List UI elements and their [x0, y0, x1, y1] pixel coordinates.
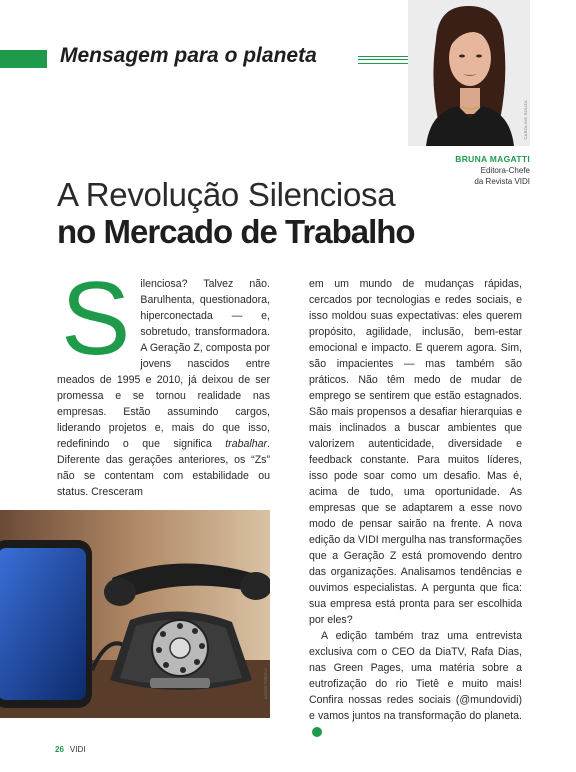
magazine-name: VIDI — [69, 745, 86, 754]
right-paragraph-2-text: A edição também traz uma entrevista exclusiva com o CEO da DiaTV, Rafa Dias, nas Green Pages, uma matéria sobre a eutrofização do rio Tietê e muito mais! Confira nossas redes sociais (@mundovidi) e vamos juntos na transformação do planeta. — [309, 630, 522, 722]
right-paragraph-1: em um mundo de mudanças rápidas, cercados por tecnologias e redes sociais, e isso moldou suas expectativas: eles querem propósito, agilidade, inclusão, bem-estar emocional e impacto. E querem agora. Sim, são impacientes — mas também são práticos. Não têm medo de mudar de emprego se sentirem que estão estagnados. São mais propensos a desafiar hierarquias e mais inclinados a buscar ambientes que valorizem autenticidade, diversidade e feedback constante. Para muitos líderes, isso pode soar como um desafio. Mas é, acima de tudo, uma oportunidade. As empresas que se adaptarem a esse novo modo de pensar sairão na frente. A nova edição da VIDI mergulha nas transformações que a Geração Z está promovendo dentro das organizações. Analisamos tendências e ouvimos especialistas. A pergunta que fica: sua empresa está pronta para ser escolhida por eles? — [309, 278, 522, 626]
author-role-line1: Editora-Chefe — [480, 166, 530, 175]
author-portrait — [408, 0, 530, 146]
photo-credit: CAROLINE SOUZA — [523, 100, 528, 140]
left-text-part2: . Diferente das gerações anteriores, os “Zs” não se contentam com estabilidade ou status. Cresceram — [57, 438, 270, 498]
image-credit: ADOBE FIREFLY — [263, 668, 268, 700]
author-name: BRUNA MAGATTI — [455, 154, 530, 164]
section-title: Mensagem para o planeta — [60, 44, 317, 67]
right-paragraph-2 — [309, 628, 522, 740]
article-title-line1: A Revolução Silenciosa — [57, 176, 396, 213]
vidi-check-icon: ✓ — [312, 727, 322, 737]
section-accent-bar — [0, 50, 47, 68]
page-folio — [55, 745, 85, 754]
left-text-part1: ilenciosa? Talvez não. Barulhenta, questionadora, hiperconectada — e, sobretudo, transformadora. A Geração Z, composta por jovens nascidos entre meados de 1995 e 2010, já deixou de ser promessa e se tornou realidade nas empresas. Estão assumindo cargos, liderando projetos e, mais do que isso, redefinindo o que significa — [57, 278, 270, 450]
left-text-italic: trabalhar — [225, 438, 268, 450]
author-role-line2: da Revista VIDI — [474, 177, 530, 186]
article-left-column — [57, 261, 270, 500]
drop-cap: S — [61, 261, 131, 377]
article-illustration — [0, 510, 270, 718]
page-number: 26 — [55, 745, 64, 754]
author-role — [408, 165, 530, 187]
section-decorative-lines — [358, 56, 408, 64]
article-right-column — [309, 276, 522, 740]
article-title-line2: no Mercado de Trabalho — [57, 213, 415, 250]
